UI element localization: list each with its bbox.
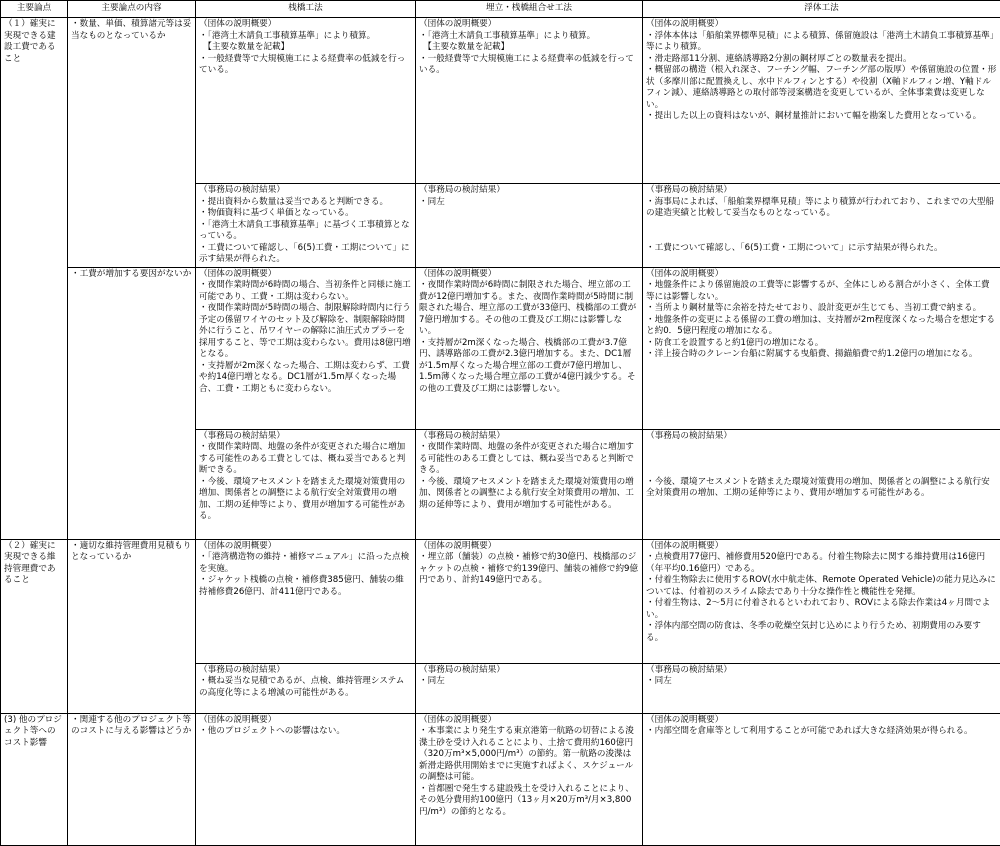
cell-text: ・今後、環境アセスメントを踏まえた環境対策費用の増加、関係者との調整による航行安全対策費用の増加、工期の延伸等により、費用が増加する可能性がある。 xyxy=(646,442,997,500)
team-summary-cell xyxy=(643,539,1000,663)
cell-text: ・提出資料から数量は妥当であると判断できる。 ・物価資料に基づく単価となっている。 ・「港湾土木請負工事積算基準」に基づく工事積算となっている。 ・工費について確認し、「6(5)工費・工期について」に示す結果が得られた。 xyxy=(199,197,412,266)
cell-text: ・本事業により発生する東京港第一航路の切替による浚渫土砂を受け入れることにより、土捨て費用約160億円（320万m³×5,000円/m³）の節約。第一航路の浚渫は新滑走路供用開始までに実施すればよく、スケジュールの調整は可能。 ・首都圏で発生する建設残土を受け入れることにより、その処分費用約100億円（13ヶ月×20万m³/月×3,800円/m³）の節約となる。 xyxy=(419,726,639,818)
section-label: (3) 他のプロジェクト等へのコスト影響 xyxy=(1,713,68,845)
cell-heading: （事務局の検討結果） xyxy=(419,665,639,677)
cell-heading: （事務局の検討結果） xyxy=(419,185,639,197)
cell-text: ・点検費用77億円、補修費用520億円である。付着生物除去に関する維持費用は16億円（年平均0.16億円）である。 ・付着生物除去に使用するROV(水中航走体、Remote Operated Vehicle)の能力見込みについては、付着初のスライム除去であり十分な操作性と機能性を発揮。 ・付着生物は、2～5月に付着されるといわれており、ROVによる除去作業は4ヶ月間でよい。 ・浮体内部空間の防食は、冬季の乾燥空気封じ込めにより行うため、初期費用のみ要する。 xyxy=(646,552,997,644)
team-summary-cell xyxy=(416,713,643,845)
cell-heading: （事務局の検討結果） xyxy=(646,185,997,197)
cell-heading: （事務局の検討結果） xyxy=(199,665,412,677)
review-result-cell xyxy=(196,429,416,539)
cell-heading: （事務局の検討結果） xyxy=(419,431,639,443)
cell-text: ・同左 xyxy=(419,197,639,209)
cell-heading: （事務局の検討結果） xyxy=(199,185,412,197)
cell-heading: （団体の説明概要） xyxy=(419,269,639,281)
review-result-cell xyxy=(643,663,1000,713)
cell-text: ・夜間作業時間が6時間に制限された場合、埋立部の工費が12億円増加する。また、夜間作業時間が5時間に制限された場合、埋立部の工費が33億円、桟橋部の工費が7億円増加する。その他の工費及び工期には影響しない。 ・支持層が2m深くなった場合、桟橋部の工費が3.7億円、誘導路部の工費が2.3億円増加する。また、DC1層が1.5m厚くなった場合埋立部の工費が7億円増加し、1.5m薄くなった場合埋立部の工費が4億円減少する。その他の工費及び工期には影響しない。 xyxy=(419,280,639,395)
cell-heading: （事務局の検討結果） xyxy=(199,431,412,443)
team-summary-cell xyxy=(416,539,643,663)
table-row xyxy=(1,267,1000,429)
team-summary-cell xyxy=(643,267,1000,429)
review-result-cell xyxy=(643,429,1000,539)
header-pier-method: 桟橋工法 xyxy=(196,1,416,18)
review-result-cell xyxy=(196,184,416,268)
review-result-cell xyxy=(196,663,416,713)
cell-heading: （団体の説明概要） xyxy=(199,541,412,553)
table-row xyxy=(1,539,1000,663)
cell-text: ・概ね妥当な見積であるが、点検、維持管理システムの高度化等による増減の可能性がある。 xyxy=(199,676,412,699)
cell-text: ・同左 xyxy=(646,676,997,688)
team-summary-cell xyxy=(196,713,416,845)
cell-heading: （団体の説明概要） xyxy=(419,19,639,31)
cell-heading: （団体の説明概要） xyxy=(199,269,412,281)
cell-text: ・埋立部（舗装）の点検・補修で約30億円、桟橋部のジャケットの点検・補修で約139億円、舗装の補修で約9億円であり、計約149億円である。 xyxy=(419,552,639,587)
header-row xyxy=(1,1,1000,18)
header-issue-content: 主要論点の内容 xyxy=(68,1,196,18)
cell-heading: （事務局の検討結果） xyxy=(646,665,997,677)
cell-text: ・「港湾土木請負工事積算基準」により積算。 【主要な数量を記載】 ・一般経費等で大規模施工による経費率の低減を行っている。 xyxy=(199,31,412,77)
cell-heading: （団体の説明概要） xyxy=(419,715,639,727)
cell-heading: （団体の説明概要） xyxy=(199,19,412,31)
section-label: （２）確実に実現できる維持管理費であること xyxy=(1,539,68,713)
team-summary-cell xyxy=(643,18,1000,184)
table-row xyxy=(1,713,1000,845)
team-summary-cell xyxy=(416,267,643,429)
header-main-issue: 主要論点 xyxy=(1,1,68,18)
cell-heading: （団体の説明概要） xyxy=(646,715,997,727)
cell-heading: （団体の説明概要） xyxy=(419,541,639,553)
review-result-cell xyxy=(416,663,643,713)
cell-text: ・同左 xyxy=(419,676,639,688)
review-result-cell xyxy=(643,184,1000,268)
cell-text: ・「港湾土木請負工事積算基準」により積算。 【主要な数量を記載】 ・一般経費等で大規模施工による経費率の低減を行っている。 xyxy=(419,31,639,77)
cell-text: ・浮体本体は「船舶業界標準見積」による積算、係留施設は「港湾土木請負工事積算基準」等により積算。 ・滑走路部11分割、連絡誘導路2分割の鋼材厚ごとの数量表を提出。 ・概留部の構造（根入れ深さ、フーチング幅、フーチング部の版厚）や係留施設の位置・形状（多摩川部に配置換えし、水中ドルフィンとする）や役割（X軸ドルフィン増、Y軸ドルフィン減）、連絡誘導路との取付部等浸案構造を変更しているが、全体事業費は変更しない。 ・提出した以上の資料はないが、鋼材量推計において幅を勘案した費用となっている。 xyxy=(646,31,997,123)
cell-heading: （団体の説明概要） xyxy=(646,19,997,31)
header-hybrid-method: 埋立・桟橋組合せ工法 xyxy=(416,1,643,18)
team-summary-cell xyxy=(416,18,643,184)
issue-content: ・工費が増加する要因がないか xyxy=(68,267,196,539)
review-result-cell xyxy=(416,184,643,268)
cell-text: ・海事局によれば、「船舶業界標準見積」等により積算が行われており、これまでの大型船の建造実績と比較して妥当なものとなっている。 ・工費について確認し、「6(5)工費・工期について」に示す結果が得られた。 xyxy=(646,197,997,255)
cell-text: ・夜間作業時間、地盤の条件が変更された場合に増加する可能性のある工費としては、概ね妥当であると判断できる。 ・今後、環境アセスメントを踏まえた環境対策費用の増加、関係者との調整による航行安全対策費用の増加、工期の延伸等により、費用が増加する可能性がある。 xyxy=(199,442,412,523)
cell-text: ・「港湾構造物の維持・補修マニュアル」に沿った点検を実施。 ・ジャケット桟橋の点検・補修費385億円、舗装の維持補修費26億円、計411億円である。 xyxy=(199,552,412,598)
cell-heading: （団体の説明概要） xyxy=(646,541,997,553)
section-label: （１）確実に実現できる建設工費であること xyxy=(1,18,68,540)
header-floating-method: 浮体工法 xyxy=(643,1,1000,18)
cell-heading: （事務局の検討結果） xyxy=(646,431,997,443)
team-summary-cell xyxy=(196,267,416,429)
cell-text: ・他のプロジェクトへの影響はない。 xyxy=(199,726,412,738)
issue-content: ・数量、単価、積算諸元等は妥当なものとなっているか xyxy=(68,18,196,268)
cell-heading: （団体の説明概要） xyxy=(199,715,412,727)
cell-text: ・夜間作業時間が6時間の場合、当初条件と同様に施工可能であり、工費・工期は変わらない。 ・夜間作業時間が5時間の場合、制限解除時間内に行う予定の係留ワイヤのセット及び解除を、制限解除時間外に行うこと、吊ワイヤーの解除に油圧式カプラーを採用すること、等で工期は変わらない。費用は8億円増となる。 ・支持層が2m深くなった場合、工期は変わらず、工費や約14億円増となる。DC1層が1.5m厚くなった場合、工費・工期ともに変わらない。 xyxy=(199,280,412,395)
issue-content: ・関連する他のプロジェクト等のコストに与える影響はどうか xyxy=(68,713,196,845)
team-summary-cell xyxy=(196,18,416,184)
team-summary-cell xyxy=(643,713,1000,845)
cell-text: ・地盤条件により係留施設の工費等に影響するが、全体にしめる割合が小さく、全体工費等には影響しない。 ・当所より鋼材量等に余裕を持たせており、設計変更が生じても、当初工費で納まる。 ・地盤条件の変更による係留の工費の増加は、支持層が2m程度深くなった場合を想定すると約0．5億円程度の増加になる。 ・防食工を設置すると約1億円の増加になる。 ・洋上接合時のクレーン台船に附属する曳船費、揚錨船費で約1.2億円の増加になる。 xyxy=(646,280,997,361)
team-summary-cell xyxy=(196,539,416,663)
cell-heading: （団体の説明概要） xyxy=(646,269,997,281)
review-result-cell xyxy=(416,429,643,539)
issue-content: ・適切な維持管理費用見積もりとなっているか xyxy=(68,539,196,713)
table-row xyxy=(1,18,1000,184)
cell-text: ・夜間作業時間、地盤の条件が変更された場合に増加する可能性のある工費としては、概ね妥当であると判断できる。 ・今後、環境アセスメントを踏まえた環境対策費用の増加、関係者との調整による航行安全対策費用の増加、工期の延伸等により、費用が増加する可能性がある。 xyxy=(419,442,639,511)
cell-text: ・内部空間を倉庫等として利用することが可能であれば大きな経済効果が得られる。 xyxy=(646,726,997,738)
